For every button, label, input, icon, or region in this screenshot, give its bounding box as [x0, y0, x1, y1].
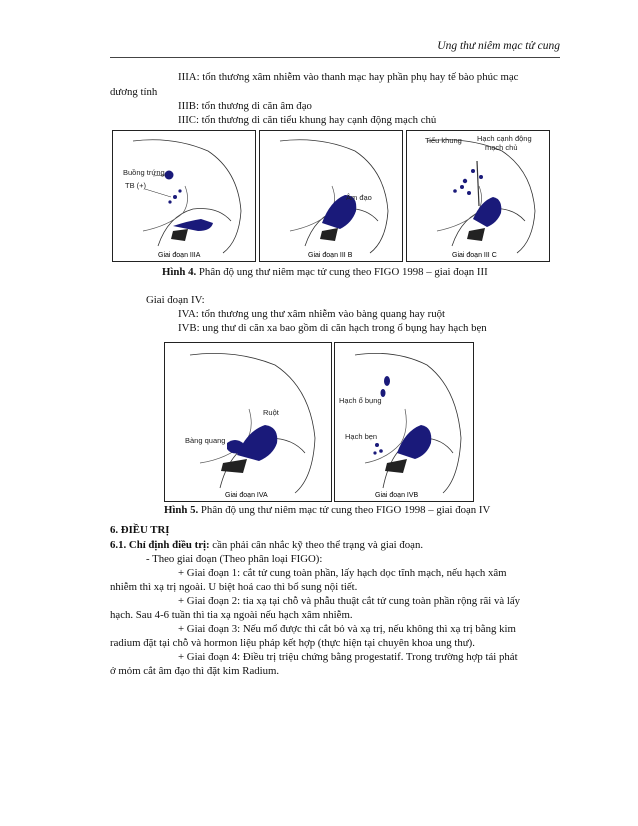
header-rule [110, 57, 560, 58]
panel-caption-iiia: Giai đoạn IIIA [158, 252, 201, 259]
stage4-heading: Giai đoạn IV: [146, 294, 205, 306]
label-hach-canh-dong: Hạch cạnh động [477, 134, 532, 143]
iiia-line2: dương tính [110, 86, 158, 98]
label-tieu-khung: Tiểu khung [425, 136, 462, 145]
panel-caption-iva: Giai đoạn IVA [225, 492, 268, 499]
panel-caption-iiib: Giai đoạn III B [308, 252, 353, 259]
figure4-panel-iiic [406, 130, 550, 262]
iiic-line: IIIC: tổn thương di căn tiểu khung hay cạnh động mạch chủ [178, 114, 437, 126]
iiib-line: IIIB: tổn thương di căn âm đạo [178, 100, 312, 112]
label-mach-chu: mạch chủ [485, 143, 518, 152]
stage2-line1: + Giai đoạn 2: tia xạ tại chỗ và phẫu thuật cắt tử cung toàn phần rộng rãi và lấy [178, 595, 521, 607]
by-stage-line: - Theo giai đoạn (Theo phân loại FIGO): [146, 553, 323, 565]
label-hach-o-bung: Hạch ổ bụng [339, 396, 382, 405]
figure5-caption: Hình 5. Phân độ ung thư niêm mạc tử cung theo FIGO 1998 – giai đoạn IV [164, 504, 491, 516]
label-ruot: Ruột [263, 408, 279, 417]
panel-caption-iiic: Giai đoạn III C [452, 252, 497, 259]
stage3-line2: radium đặt tại chỗ và hormon liệu pháp kết hợp (thực hiện tại chuyên khoa ung thư). [110, 637, 475, 649]
stage4-line2: ở mỏm cắt âm đạo thì đặt kim Radium. [110, 665, 280, 677]
iiia-line1: IIIA: tổn thương xâm nhiễm vào thanh mạc hay phần phụ hay tế bào phúc mạc [178, 71, 519, 83]
label-tb: TB (+) [125, 181, 147, 190]
figure4-caption: Hình 4. Phân độ ung thư niêm mạc tử cung theo FIGO 1998 – giai đoạn III [162, 266, 488, 278]
label-bang-quang: Bàng quang [185, 436, 226, 445]
label-buong-trung: Buồng trứng [123, 168, 165, 177]
section6-1-heading: 6.1. Chỉ định điều trị: cần phải cân nhắc kỹ theo thể trạng và giai đoạn. [110, 539, 424, 551]
stage4-line1: + Giai đoạn 4: Điều trị triệu chứng bằng progestatif. Trong trường hợp tái phát [178, 651, 518, 663]
figure5-panel-iva [164, 342, 332, 502]
ivb-line: IVB: ung thư di căn xa bao gồm di căn hạch trong ổ bụng hay hạch bẹn [178, 322, 487, 334]
label-am-dao: Âm đạo [346, 193, 372, 202]
stage2-line2: hạch. Sau 4-6 tuần thì tia xạ ngoài nếu hạch xâm nhiễm. [110, 609, 353, 621]
stage1-line2: nhiễm thì xạ trị ngoài. U biệt hoá cao thì bổ sung nội tiết. [110, 581, 358, 593]
section6-title: 6. ĐIỀU TRỊ [110, 524, 170, 536]
figure5-panel-ivb [334, 342, 474, 502]
stage1-line1: + Giai đoạn 1: cắt tử cung toàn phần, lấy hạch dọc tĩnh mạch, nếu hạch xâm [178, 567, 507, 579]
running-header: Ung thư niêm mạc tử cung [437, 40, 560, 52]
label-hach-ben: Hạch bẹn [345, 432, 378, 441]
panel-caption-ivb: Giai đoạn IVB [375, 492, 419, 499]
iva-line: IVA: tổn thương ung thư xâm nhiễm vào bàng quang hay ruột [178, 308, 446, 320]
figure4-panel-iiia [112, 130, 256, 262]
figure4-panel-iiib [259, 130, 403, 262]
stage3-line1: + Giai đoạn 3: Nếu mổ được thì cắt bỏ và xạ trị, nếu không thì xạ trị bằng kim [178, 623, 516, 635]
